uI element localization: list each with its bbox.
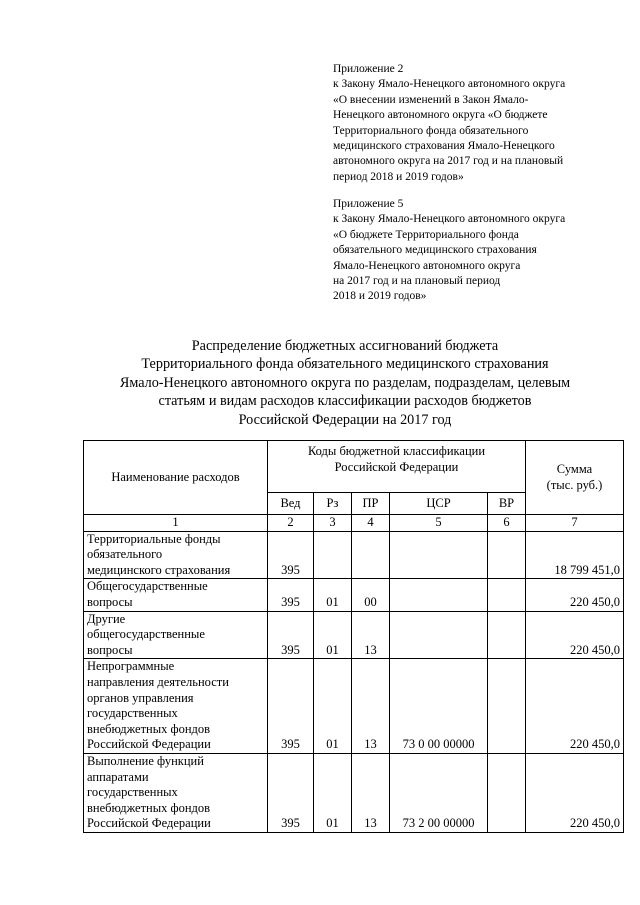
row-name-line: государственных: [87, 706, 178, 721]
row-name-line: медицинского страхования: [87, 562, 231, 577]
row-sum: 18 799 451,0: [526, 531, 624, 579]
annex-5-line: к Закону Ямало-Ненецкого автономного округа: [333, 213, 566, 226]
row-name: [84, 753, 268, 832]
annex-2-line: автономного округа на 2017 год и на плановый: [333, 155, 564, 168]
row-sum: 220 450,0: [526, 579, 624, 611]
annex-2-line: Приложение 2: [333, 63, 404, 75]
row-rz: 01: [314, 659, 352, 754]
row-name-line: внебюджетных фондов: [87, 800, 211, 815]
budget-allocation-table: [83, 440, 624, 833]
column-number: 5: [390, 515, 488, 532]
row-vr: [488, 753, 526, 832]
row-ved: 395: [268, 659, 314, 754]
row-name: [84, 659, 268, 754]
row-name-line: Непрограммные: [87, 659, 175, 674]
table-row: [84, 611, 624, 659]
annex-2-line: Ненецкого автономного округа «О бюджете: [333, 109, 548, 122]
header-vr: ВР: [488, 493, 526, 515]
row-pr: 13: [352, 611, 390, 659]
row-name-line: государственных: [87, 785, 178, 800]
column-numbers-row: [84, 515, 624, 532]
annex-5-line: обязательного медицинского страхования: [333, 244, 537, 257]
row-sum: 220 450,0: [526, 611, 624, 659]
header-rz: Рз: [314, 493, 352, 515]
column-number: 7: [526, 515, 624, 532]
title-line: Распределение бюджетных ассигнований бюджета: [191, 338, 499, 354]
header-codes: [268, 441, 526, 493]
table-row: [84, 531, 624, 579]
annex-5-line: Приложение 5: [333, 198, 404, 210]
document-title: [80, 337, 610, 429]
row-name: [84, 531, 268, 579]
row-csr: 73 0 00 00000: [390, 659, 488, 754]
annex-5-block: [333, 197, 565, 305]
annex-2-line: медицинского страхования Ямало-Ненецкого: [333, 140, 555, 153]
row-pr: [352, 531, 390, 579]
row-vr: [488, 611, 526, 659]
annex-2-line: период 2018 и 2019 годов»: [333, 170, 464, 183]
row-name-line: органов управления: [87, 690, 194, 705]
row-name-line: Общегосударственные: [87, 579, 208, 594]
row-name: [84, 611, 268, 659]
row-ved: 395: [268, 579, 314, 611]
row-csr: [390, 531, 488, 579]
row-vr: [488, 579, 526, 611]
row-pr: 13: [352, 659, 390, 754]
header-csr: ЦСР: [390, 493, 488, 515]
annex-2-line: «О внесении изменений в Закон Ямало-: [333, 93, 529, 106]
column-number: 6: [488, 515, 526, 532]
row-pr: 00: [352, 579, 390, 611]
row-name-line: Территориальные фонды: [87, 531, 221, 546]
annex-5-line: «О бюджете Территориального фонда: [333, 228, 519, 241]
table-row: [84, 579, 624, 611]
header-sum: [526, 441, 624, 515]
column-number: 2: [268, 515, 314, 532]
row-pr: 13: [352, 753, 390, 832]
row-sum: 220 450,0: [526, 659, 624, 754]
title-line: статьям и видам расходов классификации расходов бюджетов: [158, 393, 532, 410]
row-vr: [488, 531, 526, 579]
header-sum-line: (тыс. руб.): [546, 477, 603, 492]
column-number: 3: [314, 515, 352, 532]
annex-2-block: [333, 62, 565, 185]
row-name-line: Российской Федерации: [87, 816, 211, 831]
title-line: Ямало-Ненецкого автономного округа по разделам, подразделам, целевым: [119, 374, 571, 391]
column-number: 4: [352, 515, 390, 532]
row-name-line: Другие: [87, 611, 126, 626]
header-sum-line: Сумма: [556, 461, 593, 476]
header-codes-line: Коды бюджетной классификации: [307, 444, 486, 458]
row-name-line: вопросы: [87, 642, 133, 657]
row-rz: 01: [314, 753, 352, 832]
header-name-label: Наименование расходов: [111, 469, 240, 484]
row-csr: 73 2 00 00000: [390, 753, 488, 832]
row-csr: [390, 579, 488, 611]
annex-5-line: Ямало-Ненецкого автономного округа: [333, 259, 521, 272]
header-pr: ПР: [352, 493, 390, 515]
header-ved: Вед: [268, 493, 314, 515]
annex-2-line: к Закону Ямало-Ненецкого автономного округа: [333, 78, 566, 91]
table-row: [84, 753, 624, 832]
row-sum: 220 450,0: [526, 753, 624, 832]
row-ved: 395: [268, 753, 314, 832]
row-name-line: обязательного: [87, 547, 163, 562]
row-vr: [488, 659, 526, 754]
row-name-line: направления деятельности: [87, 674, 229, 689]
header-codes-line: Российской Федерации: [334, 459, 459, 474]
row-rz: 01: [314, 611, 352, 659]
row-ved: 395: [268, 531, 314, 579]
title-line: Российской Федерации на 2017 год: [238, 411, 452, 428]
row-rz: [314, 531, 352, 579]
row-csr: [390, 611, 488, 659]
title-line: Территориального фонда обязательного медицинского страхования: [141, 356, 549, 373]
column-number: 1: [84, 515, 268, 532]
row-name-line: аппаратами: [87, 769, 149, 784]
annex-2-line: Территориального фонда обязательного: [333, 124, 529, 137]
row-name-line: вопросы: [87, 594, 133, 609]
annex-5-line: 2018 и 2019 годов»: [333, 290, 427, 303]
row-name-line: Российской Федерации: [87, 737, 211, 752]
row-name-line: Выполнение функций: [87, 753, 204, 768]
table-row: [84, 659, 624, 754]
row-name-line: общегосударственные: [87, 627, 205, 642]
row-name: [84, 579, 268, 611]
row-rz: 01: [314, 579, 352, 611]
header-name: [84, 441, 268, 515]
annex-5-line: на 2017 год и на плановый период: [333, 275, 501, 288]
row-ved: 395: [268, 611, 314, 659]
row-name-line: внебюджетных фондов: [87, 721, 211, 736]
